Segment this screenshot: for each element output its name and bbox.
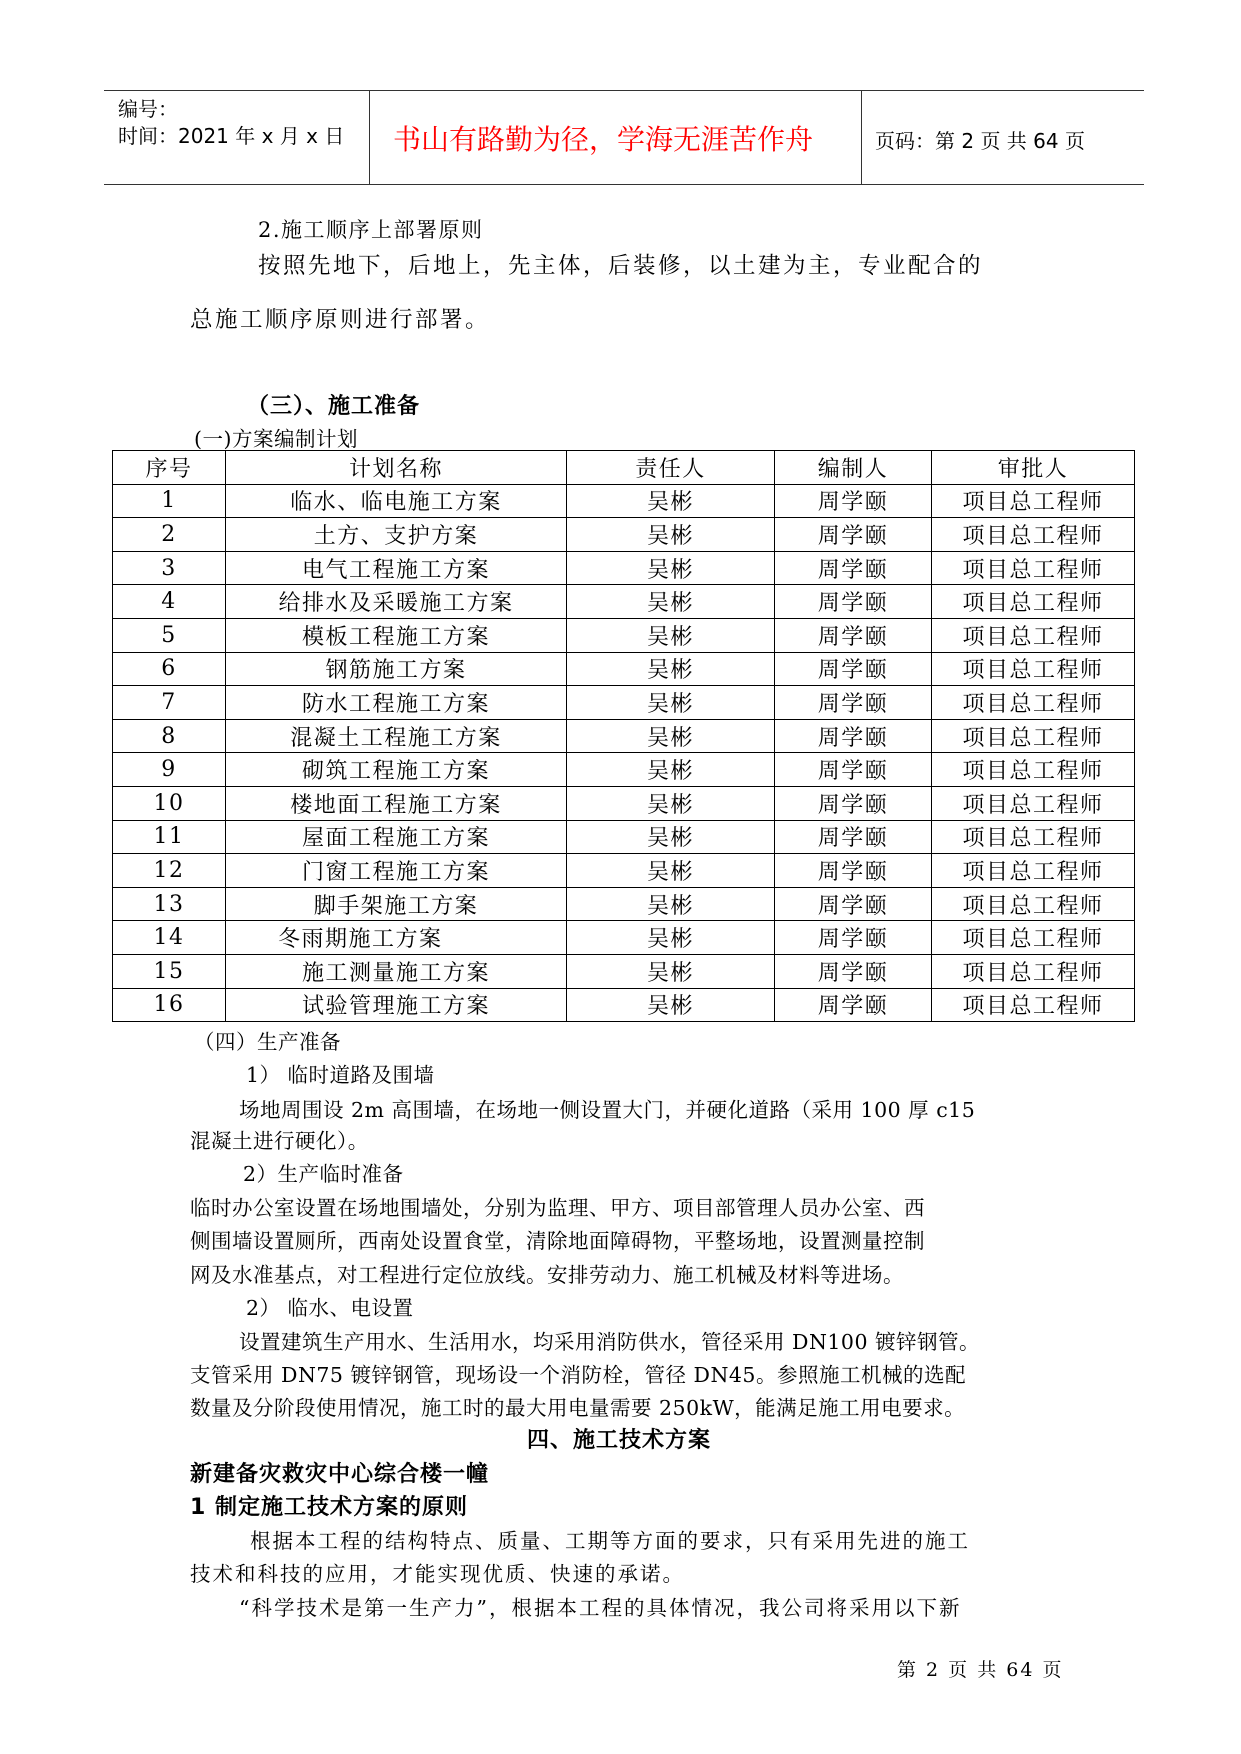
section4-item3-line2: 支管采用 DN75 镀锌钢管，现场设一个消防栓，管径 DN45。参照施工机械的选配 — [190, 1363, 966, 1387]
section3-heading: （三）、施工准备 — [247, 394, 421, 419]
header-divider-right — [861, 90, 862, 184]
cell-index: 12 — [113, 854, 226, 888]
intro-line-2: 总施工顺序原则进行部署。 — [190, 307, 491, 333]
cell-plan-name: 冬雨期施工方案 — [226, 921, 567, 955]
cell-plan-name: 砌筑工程施工方案 — [226, 753, 567, 787]
col-header-plan-name: 计划名称 — [226, 451, 567, 485]
table-row — [113, 887, 1135, 921]
header-divider-left — [369, 90, 370, 184]
cell-preparer: 周学颐 — [775, 618, 932, 652]
table-row — [113, 686, 1135, 720]
chapter4-para1-line2: 技术和科技的应用，才能实现优质、快速的承诺。 — [190, 1562, 685, 1586]
cell-preparer: 周学颐 — [775, 820, 932, 854]
cell-index: 11 — [113, 820, 226, 854]
section4-item1-line2: 混凝土进行硬化）。 — [190, 1129, 369, 1153]
cell-preparer: 周学颐 — [775, 988, 932, 1022]
header-top-rule — [104, 90, 1144, 91]
table-row — [113, 954, 1135, 988]
cell-preparer: 周学颐 — [775, 954, 932, 988]
intro-line-1: 按照先地下，后地上，先主体，后装修，以土建为主，专业配合的 — [258, 253, 984, 279]
cell-approver: 项目总工程师 — [932, 518, 1135, 552]
cell-responsible: 吴彬 — [567, 786, 775, 820]
cell-plan-name: 给排水及采暖施工方案 — [226, 585, 567, 619]
table-row — [113, 585, 1135, 619]
cell-index: 7 — [113, 686, 226, 720]
cell-plan-name: 混凝土工程施工方案 — [226, 719, 567, 753]
cell-responsible: 吴彬 — [567, 686, 775, 720]
cell-responsible: 吴彬 — [567, 484, 775, 518]
cell-index: 3 — [113, 551, 226, 585]
cell-plan-name: 施工测量施工方案 — [226, 954, 567, 988]
cell-responsible: 吴彬 — [567, 887, 775, 921]
chapter4-para1-line1: 根据本工程的结构特点、质量、工期等方面的要求，只有采用先进的施工 — [250, 1529, 970, 1553]
cell-preparer: 周学颐 — [775, 753, 932, 787]
header-bottom-rule — [104, 184, 1144, 185]
section4-item1-line1: 场地周围设 2m 高围墙，在场地一侧设置大门，并硬化道路（采用 100 厚 c15 — [239, 1098, 976, 1122]
cell-plan-name: 防水工程施工方案 — [226, 686, 567, 720]
table-row — [113, 652, 1135, 686]
cell-approver: 项目总工程师 — [932, 954, 1135, 988]
table-row — [113, 786, 1135, 820]
table-row — [113, 854, 1135, 888]
cell-index: 16 — [113, 988, 226, 1022]
cell-approver: 项目总工程师 — [932, 921, 1135, 955]
cell-approver: 项目总工程师 — [932, 686, 1135, 720]
cell-approver: 项目总工程师 — [932, 551, 1135, 585]
col-header-index: 序号 — [113, 451, 226, 485]
cell-preparer: 周学颐 — [775, 686, 932, 720]
plan-table-header-row — [113, 451, 1135, 485]
cell-approver: 项目总工程师 — [932, 854, 1135, 888]
cell-preparer: 周学颐 — [775, 887, 932, 921]
table-row — [113, 719, 1135, 753]
cell-approver: 项目总工程师 — [932, 618, 1135, 652]
section4-item2-line3: 网及水准基点，对工程进行定位放线。安排劳动力、施工机械及材料等进场。 — [190, 1263, 904, 1287]
cell-index: 5 — [113, 618, 226, 652]
cell-plan-name: 门窗工程施工方案 — [226, 854, 567, 888]
cell-approver: 项目总工程师 — [932, 753, 1135, 787]
cell-index: 2 — [113, 518, 226, 552]
chapter4-para2-line1: “科学技术是第一生产力”，根据本工程的具体情况，我公司将采用以下新 — [239, 1596, 962, 1620]
cell-preparer: 周学颐 — [775, 585, 932, 619]
cell-responsible: 吴彬 — [567, 585, 775, 619]
cell-plan-name: 土方、支护方案 — [226, 518, 567, 552]
cell-plan-name: 模板工程施工方案 — [226, 618, 567, 652]
col-header-responsible: 责任人 — [567, 451, 775, 485]
header-number-label: 编号： — [118, 97, 178, 121]
cell-responsible: 吴彬 — [567, 551, 775, 585]
table-row — [113, 484, 1135, 518]
section4-item3-line3: 数量及分阶段使用情况，施工时的最大用电量需要 250kW，能满足施工用电要求。 — [190, 1396, 966, 1420]
cell-plan-name: 钢筋施工方案 — [226, 652, 567, 686]
cell-responsible: 吴彬 — [567, 518, 775, 552]
intro-heading: 2.施工顺序上部署原则 — [258, 218, 484, 242]
table-row — [113, 551, 1135, 585]
cell-plan-name: 试验管理施工方案 — [226, 988, 567, 1022]
cell-index: 9 — [113, 753, 226, 787]
cell-responsible: 吴彬 — [567, 820, 775, 854]
cell-preparer: 周学颐 — [775, 551, 932, 585]
cell-approver: 项目总工程师 — [932, 484, 1135, 518]
table-row — [113, 820, 1135, 854]
header-time-label: 时间：2021 年 x 月 x 日 — [118, 124, 345, 148]
cell-responsible: 吴彬 — [567, 988, 775, 1022]
col-header-approver: 审批人 — [932, 451, 1135, 485]
cell-preparer: 周学颐 — [775, 854, 932, 888]
chapter4-subheading-1: 1 制定施工技术方案的原则 — [190, 1495, 468, 1520]
cell-preparer: 周学颐 — [775, 518, 932, 552]
cell-approver: 项目总工程师 — [932, 887, 1135, 921]
cell-plan-name: 脚手架施工方案 — [226, 887, 567, 921]
header-motto: 书山有路勤为径，学海无涯苦作舟 — [393, 123, 814, 156]
cell-responsible: 吴彬 — [567, 954, 775, 988]
table-row — [113, 618, 1135, 652]
table-row — [113, 753, 1135, 787]
cell-responsible: 吴彬 — [567, 618, 775, 652]
cell-approver: 项目总工程师 — [932, 786, 1135, 820]
col-header-preparer: 编制人 — [775, 451, 932, 485]
cell-index: 14 — [113, 921, 226, 955]
cell-responsible: 吴彬 — [567, 719, 775, 753]
plan-table — [112, 450, 1135, 1022]
table-row — [113, 988, 1135, 1022]
section4-heading: （四）生产准备 — [194, 1030, 341, 1054]
cell-index: 8 — [113, 719, 226, 753]
table-row — [113, 518, 1135, 552]
section4-item1-title: 1） 临时道路及围墙 — [246, 1063, 435, 1087]
cell-preparer: 周学颐 — [775, 719, 932, 753]
cell-approver: 项目总工程师 — [932, 988, 1135, 1022]
cell-responsible: 吴彬 — [567, 854, 775, 888]
section4-item2-title: 2）生产临时准备 — [243, 1162, 404, 1186]
cell-approver: 项目总工程师 — [932, 820, 1135, 854]
cell-index: 1 — [113, 484, 226, 518]
section4-item2-line2: 侧围墙设置厕所，西南处设置食堂，清除地面障碍物，平整场地，设置测量控制 — [190, 1229, 925, 1253]
cell-preparer: 周学颐 — [775, 786, 932, 820]
page-footer: 第 2 页 共 64 页 — [897, 1659, 1064, 1681]
cell-preparer: 周学颐 — [775, 652, 932, 686]
section4-item2-line1: 临时办公室设置在场地围墙处，分别为监理、甲方、项目部管理人员办公室、西 — [190, 1196, 925, 1220]
cell-plan-name: 电气工程施工方案 — [226, 551, 567, 585]
cell-index: 6 — [113, 652, 226, 686]
section3-subheading: (一)方案编制计划 — [194, 427, 358, 451]
section4-item3-line1: 设置建筑生产用水、生活用水，均采用消防供水，管径采用 DN100 镀锌钢管。 — [239, 1330, 981, 1354]
chapter4-project-title: 新建备灾救灾中心综合楼一幢 — [190, 1462, 490, 1487]
section4-item3-title: 2） 临水、电设置 — [246, 1296, 414, 1320]
cell-responsible: 吴彬 — [567, 921, 775, 955]
cell-responsible: 吴彬 — [567, 753, 775, 787]
cell-approver: 项目总工程师 — [932, 585, 1135, 619]
cell-index: 13 — [113, 887, 226, 921]
cell-plan-name: 楼地面工程施工方案 — [226, 786, 567, 820]
cell-approver: 项目总工程师 — [932, 719, 1135, 753]
cell-plan-name: 屋面工程施工方案 — [226, 820, 567, 854]
cell-index: 15 — [113, 954, 226, 988]
cell-preparer: 周学颐 — [775, 484, 932, 518]
cell-index: 4 — [113, 585, 226, 619]
table-row — [113, 921, 1135, 955]
cell-preparer: 周学颐 — [775, 921, 932, 955]
cell-plan-name: 临水、临电施工方案 — [226, 484, 567, 518]
cell-responsible: 吴彬 — [567, 652, 775, 686]
cell-index: 10 — [113, 786, 226, 820]
header-page-code: 页码：第 2 页 共 64 页 — [875, 129, 1085, 153]
cell-approver: 项目总工程师 — [932, 652, 1135, 686]
chapter4-heading: 四、施工技术方案 — [527, 1428, 712, 1453]
